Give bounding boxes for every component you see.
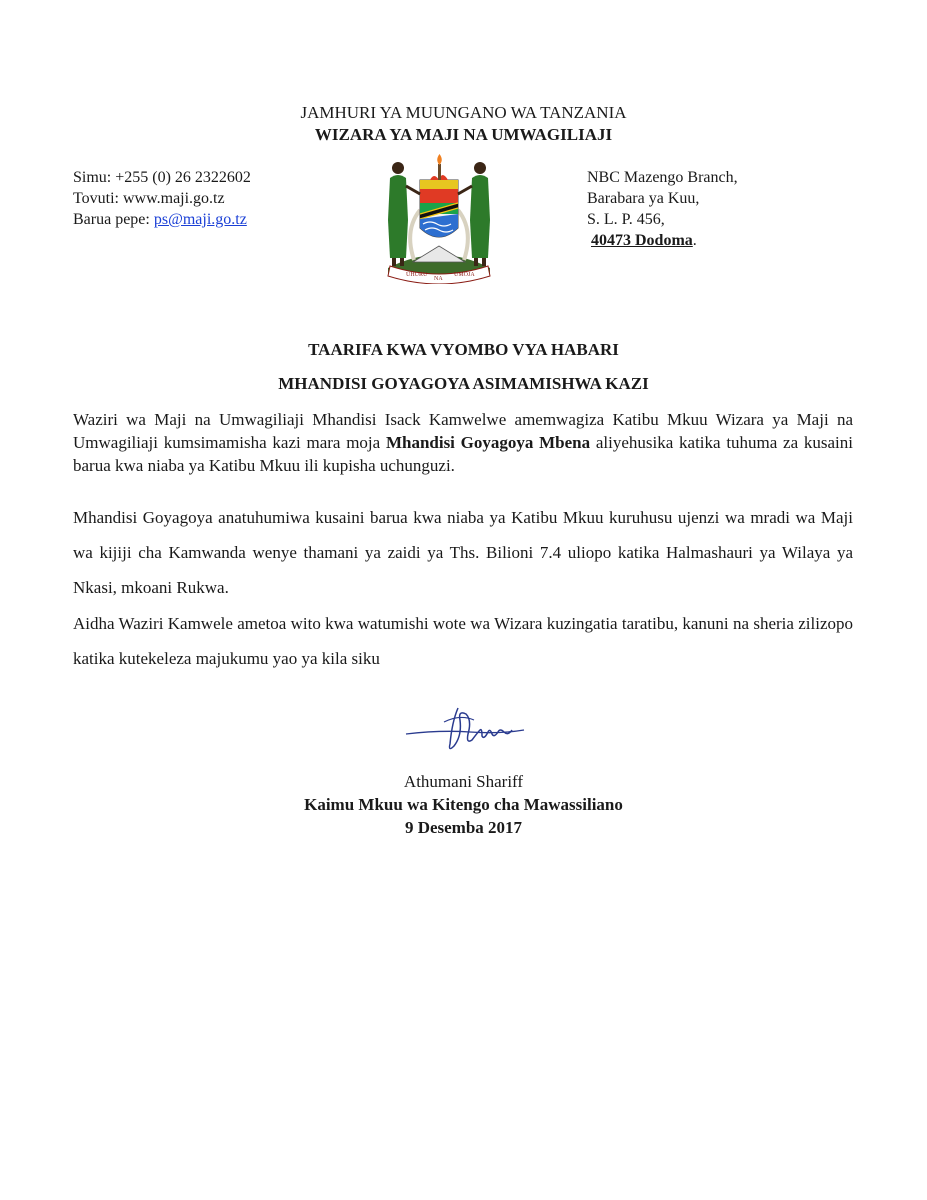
ministry-name: WIZARA YA MAJI NA UMWAGILIAJI (314, 125, 613, 144)
postcode-city: 40473 Dodoma (591, 232, 693, 249)
phone-line: Simu: +255 (0) 26 2322602 (73, 169, 251, 186)
paragraph-1-name: Mhandisi Goyagoya Mbena (385, 433, 591, 452)
city-period: . (692, 232, 697, 249)
country-name: JAMHURI YA MUUNGANO WA TANZANIA (300, 103, 627, 122)
contact-right (587, 167, 738, 251)
email-line (73, 209, 251, 230)
paragraph-2: Mhandisi Goyagoya anatuhumiwa kusaini barua kwa niaba ya Katibu Mkuu kuruhusu ujenzi wa mradi wa Maji wa kijiji cha Kamwanda wenye thamani ya zaidi ya Ths. Bilioni 7.4 uliopo katika Halmashauri ya Wilaya ya Nkasi, mkoani Rukwa. (73, 508, 853, 597)
po-box-line: S. L. P. 456, (587, 211, 665, 228)
signatory-name: Athumani Shariff (403, 772, 524, 791)
release-date: 9 Desemba 2017 (404, 818, 523, 837)
paragraph-1 (73, 408, 853, 477)
press-release-subheading: MHANDISI GOYAGOYA ASIMAMISHWA KAZI (278, 374, 649, 393)
ribbon-word-left: UHURU (406, 272, 428, 278)
email-label: Barua pepe: (73, 211, 154, 228)
city-line (587, 230, 738, 251)
letterhead (0, 102, 927, 146)
press-release-heading: TAARIFA KWA VYOMBO VYA HABARI (308, 340, 619, 359)
website-line: Tovuti: www.maji.go.tz (73, 190, 225, 207)
paragraph-1-lead: Waziri wa Maji na Umwagiliaji Mhandisi Isack Kamwelwe amemwagiza Katibu Mkuu Wizara ya Maji na Umwagiliaji kumsimamisha kazi mara moja (73, 410, 853, 452)
handwritten-signature (400, 700, 530, 760)
ribbon-word-middle: NA (434, 276, 443, 282)
street-line: Barabara ya Kuu, (587, 190, 700, 207)
paragraph-1-tail: aliyehusika katika tuhuma za kusaini barua kwa niaba ya Katibu Mkuu ili kupisha uchunguzi. (73, 433, 853, 475)
signatory-position: Kaimu Mkuu wa Kitengo cha Mawassiliano (304, 795, 623, 814)
bank-branch-line: NBC Mazengo Branch, (587, 169, 738, 186)
ribbon-word-right: UMOJA (454, 272, 475, 278)
paragraph-3: Aidha Waziri Kamwele ametoa wito kwa watumishi wote wa Wizara kuzingatia taratibu, kanuni na sheria zilizopo katika kutekeleza majukumu yao ya kila siku (73, 614, 853, 668)
email-link[interactable]: ps@maji.go.tz (153, 211, 247, 228)
coat-of-arms-emblem (368, 150, 510, 284)
sign-off-block (0, 770, 927, 839)
contact-left (73, 167, 251, 230)
